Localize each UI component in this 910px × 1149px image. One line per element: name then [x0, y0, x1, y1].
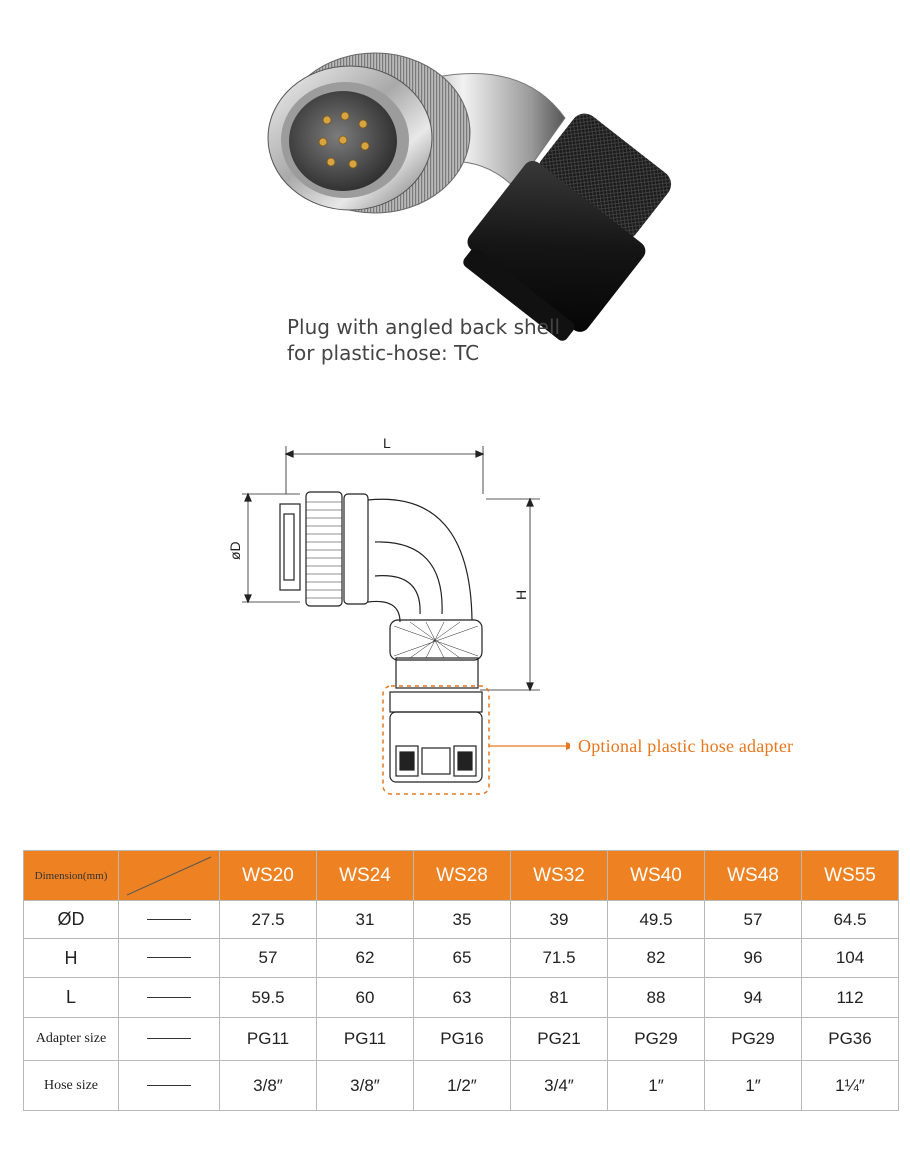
corner-slash-cell — [119, 851, 220, 901]
row-dash — [119, 939, 220, 978]
table-row — [24, 1018, 899, 1061]
table-cell: 1¼″ — [802, 1061, 899, 1111]
caption-line-1: Plug with angled back shell — [287, 315, 561, 339]
table-cell: PG36 — [802, 1018, 899, 1061]
table-cell: 31 — [317, 901, 414, 939]
table-cell: 82 — [608, 939, 705, 978]
table-cell: PG11 — [317, 1018, 414, 1061]
table-cell: 71.5 — [511, 939, 608, 978]
table-cell: 65 — [414, 939, 511, 978]
table-cell: PG21 — [511, 1018, 608, 1061]
adapter-callout-label: Optional plastic hose adapter — [578, 736, 794, 756]
column-header: WS55 — [802, 851, 899, 901]
table-cell: PG29 — [608, 1018, 705, 1061]
table-cell: 60 — [317, 978, 414, 1018]
table-cell: 96 — [705, 939, 802, 978]
column-header: WS20 — [220, 851, 317, 901]
row-label: Adapter size — [24, 1018, 119, 1061]
row-label: L — [24, 978, 119, 1018]
table-cell: 57 — [220, 939, 317, 978]
table-header-row — [24, 851, 899, 901]
table-cell: PG11 — [220, 1018, 317, 1061]
table-cell: 49.5 — [608, 901, 705, 939]
row-dash — [119, 1061, 220, 1111]
table-cell: 81 — [511, 978, 608, 1018]
table-row — [24, 1061, 899, 1111]
caption-line-2: for plastic-hose: TC — [287, 341, 480, 365]
table-cell: 3/8″ — [220, 1061, 317, 1111]
dim-H: H — [513, 589, 529, 600]
column-header: WS28 — [414, 851, 511, 901]
table-cell: 112 — [802, 978, 899, 1018]
table-cell: 59.5 — [220, 978, 317, 1018]
table-row — [24, 978, 899, 1018]
column-header: WS24 — [317, 851, 414, 901]
row-dash — [119, 1018, 220, 1061]
table-cell: 57 — [705, 901, 802, 939]
table-cell: 27.5 — [220, 901, 317, 939]
table-cell: 3/8″ — [317, 1061, 414, 1111]
row-dash — [119, 901, 220, 939]
row-label: ØD — [24, 901, 119, 939]
dim-D: øD — [227, 541, 243, 560]
table-cell: PG29 — [705, 1018, 802, 1061]
table-cell: 88 — [608, 978, 705, 1018]
row-label: Hose size — [24, 1061, 119, 1111]
table-cell: 35 — [414, 901, 511, 939]
table-cell: 1/2″ — [414, 1061, 511, 1111]
column-header: WS48 — [705, 851, 802, 901]
row-label: H — [24, 939, 119, 978]
corner-label: Dimension(mm) — [24, 851, 119, 901]
column-header: WS32 — [511, 851, 608, 901]
spec-table — [23, 850, 899, 1111]
dim-L: L — [383, 435, 391, 451]
technical-drawing — [210, 430, 570, 800]
table-cell: 1″ — [608, 1061, 705, 1111]
table-cell: 39 — [511, 901, 608, 939]
row-dash — [119, 978, 220, 1018]
table-cell: 1″ — [705, 1061, 802, 1111]
table-cell: 94 — [705, 978, 802, 1018]
table-cell: PG16 — [414, 1018, 511, 1061]
table-cell: 3/4″ — [511, 1061, 608, 1111]
table-row — [24, 901, 899, 939]
table-cell: 63 — [414, 978, 511, 1018]
table-cell: 104 — [802, 939, 899, 978]
table-cell: 64.5 — [802, 901, 899, 939]
table-cell: 62 — [317, 939, 414, 978]
product-photo — [265, 38, 735, 348]
column-header: WS40 — [608, 851, 705, 901]
table-row — [24, 939, 899, 978]
